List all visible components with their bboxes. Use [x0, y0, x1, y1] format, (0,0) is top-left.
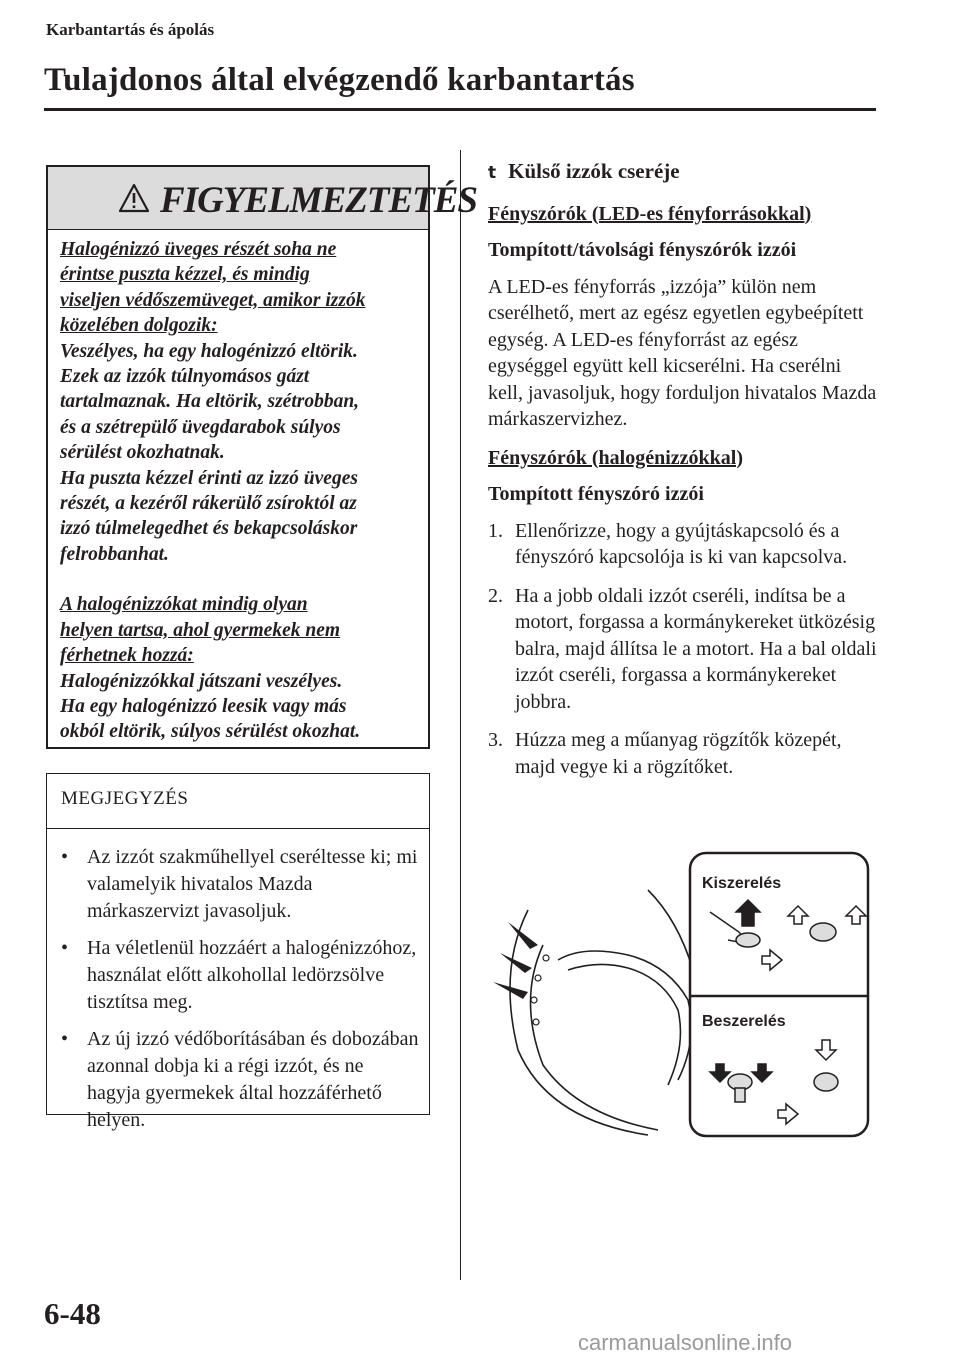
step-number: 3.	[488, 729, 503, 751]
warning-body	[60, 237, 420, 745]
clip-points	[531, 955, 549, 1025]
note-box	[46, 773, 430, 1131]
warning-line: okból eltörik, súlyos sérülést okozhat.	[60, 721, 361, 743]
note-item	[61, 1026, 421, 1134]
note-item	[61, 935, 421, 1016]
note-item	[61, 844, 421, 925]
note-title: MEGJEGYZÉS	[61, 788, 189, 809]
warning-title: FIGYELMEZTETÉS	[160, 180, 477, 221]
column-divider	[460, 150, 461, 1280]
led-heading: Fényszórók (LED-es fényforrásokkal)	[488, 202, 812, 225]
step-item	[488, 583, 878, 716]
warning-line: tartalmaznak. Ha eltörik, szétrobban,	[60, 391, 360, 413]
warning-box	[46, 165, 477, 749]
clip-removal-illustration	[488, 850, 874, 1140]
warning-line: izzó túlmelegedhet és bekapcsoláskor	[60, 518, 358, 540]
step-item	[488, 727, 878, 780]
note-text: Ha véletlenül hozzáért a halogénizzóhoz, használat előtt alkohollal ledörzsölve tisztítsa meg.	[87, 937, 417, 1013]
warning-line: részét, a kezéről rákerülő zsíroktól az	[60, 493, 357, 515]
section-marker: t	[488, 163, 497, 183]
page-title: Tulajdonos által elvégzendő karbantartás	[44, 62, 635, 98]
note-divider	[47, 828, 429, 829]
warning-line: Ezek az izzók túlnyomásos gázt	[60, 366, 310, 388]
install-label: Beszerelés	[702, 1013, 786, 1030]
watermark: carmanualsonline.info	[578, 1330, 793, 1355]
step-item	[488, 518, 878, 571]
warning-line: A halogénizzókat mindig olyan	[60, 594, 308, 616]
halogen-heading: Fényszórók (halogénizzókkal)	[488, 446, 743, 469]
section-label: Karbantartás és ápolás	[46, 20, 215, 39]
warning-triangle-icon	[118, 183, 150, 213]
warning-line: felrobbanhat.	[60, 543, 169, 565]
led-subheading: Tompított/távolsági fényszórók izzói	[488, 239, 797, 261]
subsection-title: Külső izzók cseréje	[508, 159, 680, 183]
bullet: •	[61, 1028, 69, 1050]
page-number: 6-48	[44, 1296, 101, 1331]
inset-panel	[690, 853, 868, 1136]
warning-spacer	[60, 567, 420, 592]
warning-line: érintse puszta kézzel, és mindig	[60, 264, 310, 286]
warning-line: viseljen védőszemüveget, amikor izzók	[60, 289, 366, 311]
bullet: •	[61, 846, 69, 868]
warning-line: helyen tartsa, ahol gyermekek nem	[60, 619, 341, 641]
warning-line: Veszélyes, ha egy halogénizzó eltörik.	[60, 340, 358, 362]
step-number: 1.	[488, 519, 503, 542]
halogen-subheading: Tompított fényszóró izzói	[488, 483, 704, 505]
step-text: Ha a jobb oldali izzót cseréli, indítsa be a motort, forgassa a kormánykereket ütközésig balra, majd állítsa le a motort. Ha a bal oldali izzót cseréli, forgassa a kormánykereket jobbra.	[515, 584, 877, 713]
warning-line: férhetnek hozzá:	[60, 645, 194, 667]
fender-drawing	[510, 890, 693, 1135]
bullet: •	[61, 937, 69, 959]
warning-line: és a szétrepülő üvegdarabok súlyos	[60, 416, 341, 438]
led-paragraph: A LED-es fényforrás „izzója” külön nem cserélhető, mert az egész egyetlen egybeépített egység. A LED-es fényforrást az egész egységgel együtt kell kicserélni. Ha cserélni kell, javasoljuk, hogy forduljon hivatalos Mazda márkaszervizhez.	[488, 275, 877, 430]
note-text: Az új izzó védőborításában és dobozában azonnal dobja ki a régi izzót, és ne hagyja gyermekek által hozzáférhető helyen.	[87, 1028, 419, 1131]
warning-line: sérülést okozhatnak.	[60, 442, 225, 464]
removal-label: Kiszerelés	[702, 875, 782, 892]
right-column	[488, 158, 878, 792]
note-text: Az izzót szakműhellyel cseréltesse ki; mi valamelyik hivatalos Mazda márkaszervizt javasoljuk.	[87, 846, 418, 922]
warning-header	[48, 167, 477, 230]
title-rule	[44, 108, 876, 111]
warning-line: Ha puszta kézzel érinti az izzó üveges	[60, 467, 358, 489]
subsection-heading	[488, 158, 878, 187]
step-text: Húzza meg a műanyag rögzítők közepét, majd vegye ki a rögzítőket.	[515, 729, 842, 778]
warning-line: Ha egy halogénizzó leesik vagy más	[60, 695, 347, 717]
step-text: Ellenőrizze, hogy a gyújtáskapcsoló és a fényszóró kapcsolója is ki van kapcsolva.	[515, 519, 848, 568]
warning-line: Halogénizzókkal játszani veszélyes.	[60, 670, 343, 692]
warning-line: Halogénizzó üveges részét soha ne	[60, 239, 337, 260]
warning-line: közelében dolgozik:	[60, 315, 218, 337]
note-list	[61, 844, 421, 1144]
step-number: 2.	[488, 584, 503, 607]
